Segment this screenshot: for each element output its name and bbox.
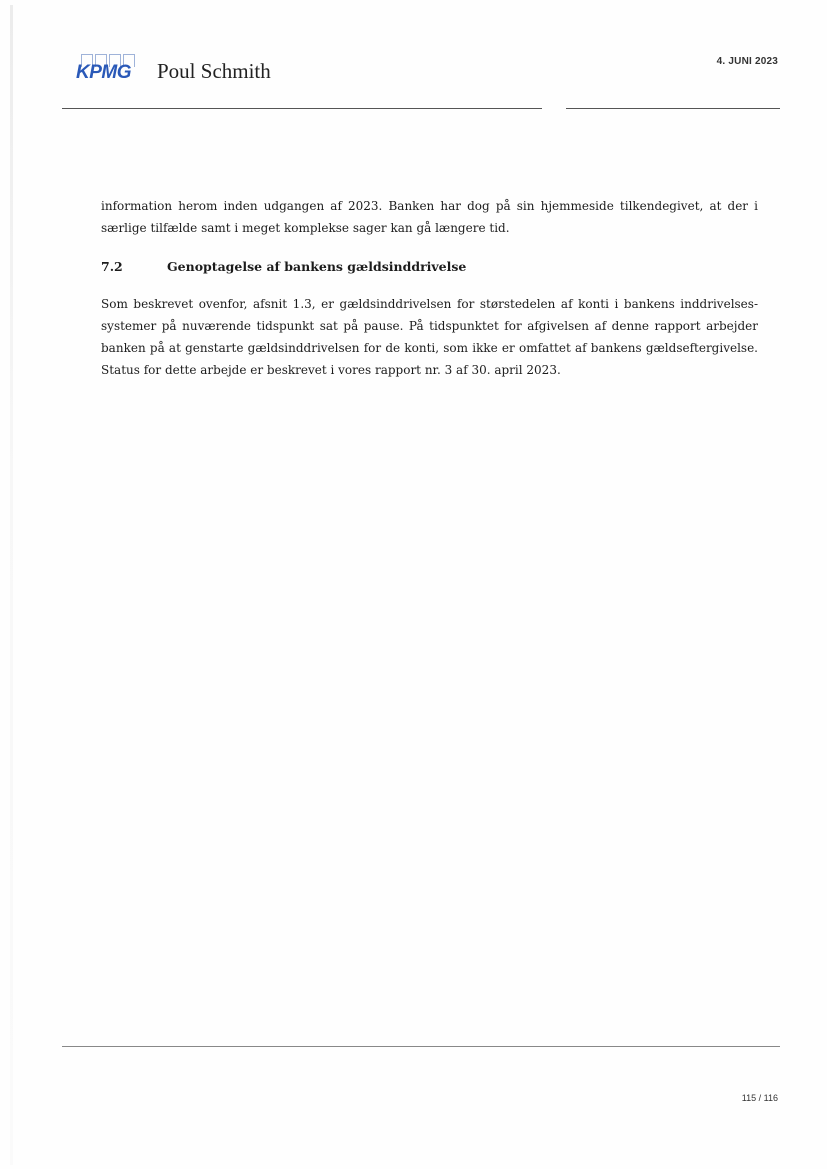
header-rule-right [566,108,780,109]
section-title: Genoptagelse af bankens gældsinddrivelse [167,259,467,274]
logo-text: KPMG [76,62,131,83]
section-number: 7.2 [101,259,123,274]
intro-paragraph: information herom inden udgangen af 2023. Banken har dog på sin hjemmeside tilkendegivet, at der i særlige tilfælde samt i meget komplekse sager kan gå længere tid. [101,199,758,235]
footer-rule [62,1046,780,1047]
kpmg-logo [76,54,140,84]
header-rule-left [62,108,542,109]
section-heading [101,256,758,278]
scan-edge-shadow [10,5,13,1165]
header-date: 4. JUNI 2023 [716,56,778,67]
document-body [101,195,758,381]
section-paragraph: Som beskrevet ovenfor, afsnit 1.3, er gældsinddrivelsen for størstedelen af konti i bankens inddrivelses-systemer på nuværende tidspunkt sat på pause. På tidspunktet for afgivelsen af denne rapport arbejder banken på at genstarte gældsinddrivelsen for de konti, som ikke er omfattet af bankens gældseftergivelse. Status for dette arbejde er beskrevet i vores rapport nr. 3 af 30. april 2023. [101,297,758,377]
page-number: 115 / 116 [741,1093,778,1103]
firm-name: Poul Schmith [157,59,271,83]
